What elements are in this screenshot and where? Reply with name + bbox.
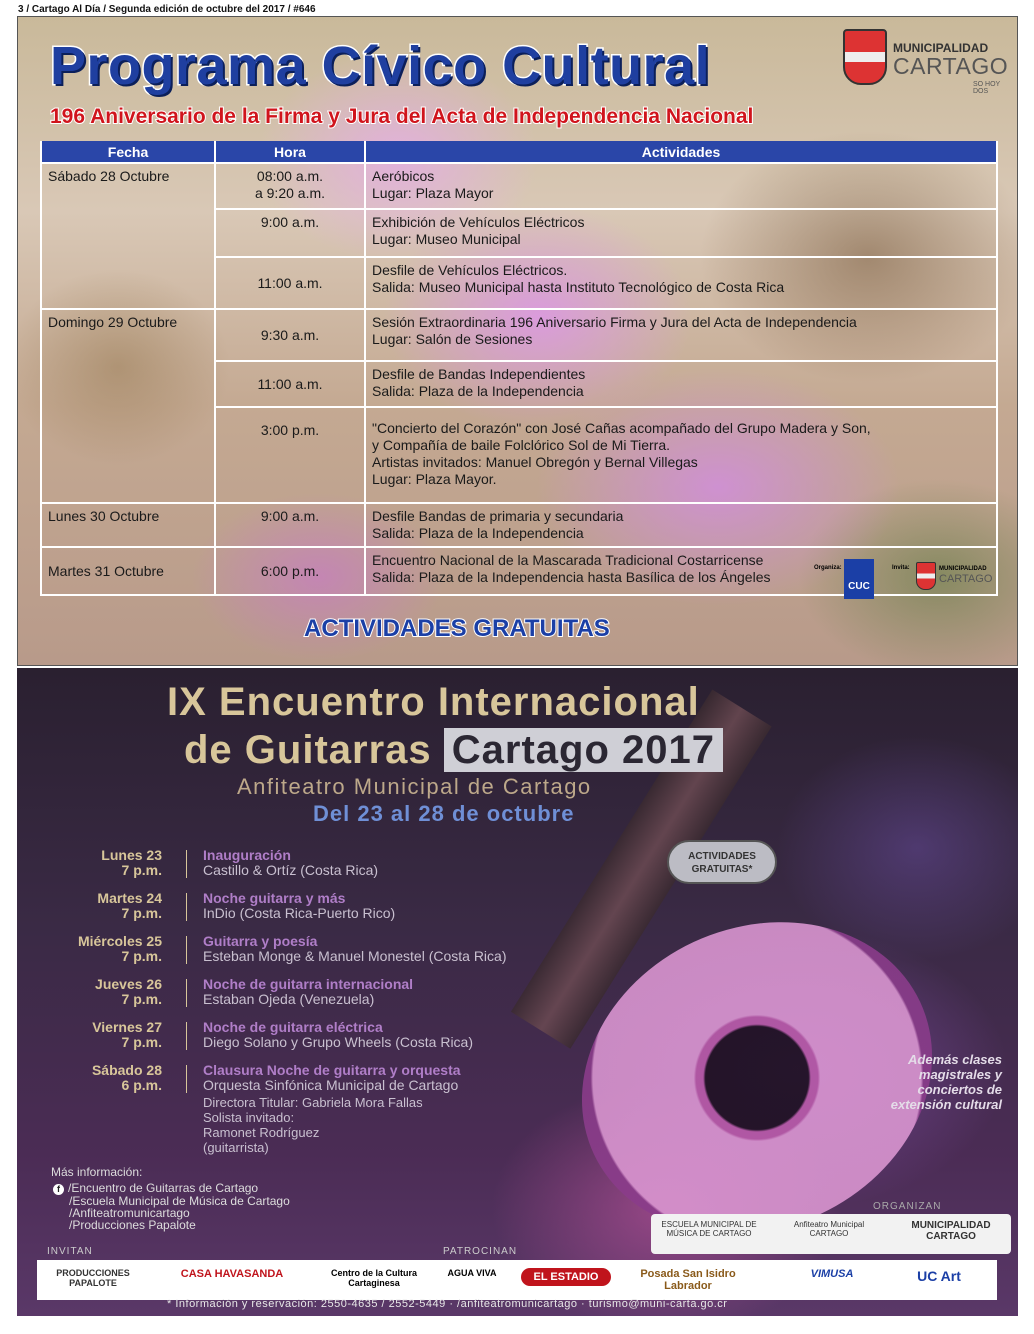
- venue: Anfiteatro Municipal de Cartago: [237, 774, 592, 799]
- invita-label: Invita:: [892, 565, 910, 571]
- hora-cell: 11:00 a.m.: [215, 257, 365, 309]
- guitarras-panel: IX Encuentro Internacional de Guitarras Cartago 2017 Anfiteatro Municipal de Cartago Del 23 al 28 de octubre ACTIVIDADES GRATUITAS* Lunes 23 7 p.m. Inauguración Castillo & Ortíz (Costa Rica) Martes 24 7 p.m. Noche guitarra y más InDio (Costa Rica-Puerto Rico) Miércoles 25 7 p.m. Guitarra y poesía Esteban Monge & Manuel Monestel (Costa Rica) Jueves 26 7 p.m. Noche de guitarra internacional Estaban Ojeda (Venezuela) Viernes 27 7 p.m. Noche de guitarra eléctrica Diego Solano y Grupo Wheels (Costa Rica) Sábado 28 6 p.m. Clausura Noche de guitarra y orquesta Orquesta Sinfónica Municipal de Cartago Directora Titular: Gabriela Mora Fallas Solista invitado: Ramonet Rodríguez (guitarrista) Además clases magistrales y conciertos de extensión cultural Más información: f /Encuentro de Guitarras de Cartago /Escuela Municipal de Música de Cartago /Anfiteatromunicartago /Producciones Papalote ORGANIZAN ESCUELA MUNICIPAL DE MÚSICA DE CARTAGO Anfiteatro Municipal CARTAGO MUNICIPALIDAD CARTAGO INVITAN PATROCINAN PRODUCCIONES PAPALOTE CASA HAVASANDA Centro de la Cultura Cartaginesa AGUA VIVA EL ESTADIO Posada San Isidro Labrador VIMUSA UC Art * Información y reservación: 2550-4635 / 2552-5449 · /anfiteatromunicartago · turismo@muni-carta.go.cr: [17, 668, 1018, 1316]
- organizer-logo: Anfiteatro Municipal CARTAGO: [793, 1220, 865, 1238]
- sponsor-logo: UC Art: [917, 1268, 961, 1284]
- sponsor-logo: PRODUCCIONES PAPALOTE: [56, 1268, 130, 1288]
- shield-icon: [843, 29, 887, 85]
- actividad-cell: Desfile Bandas de primaria y secundaria Salida: Plaza de la Independencia: [365, 503, 997, 547]
- logo-line-1: MUNICIPALIDAD: [939, 566, 987, 572]
- more-info-line[interactable]: /Escuela Municipal de Música de Cartago: [69, 1194, 290, 1208]
- actividad-cell: Aeróbicos Lugar: Plaza Mayor: [365, 163, 997, 209]
- clausura-details: Directora Titular: Gabriela Mora Fallas Solista invitado: Ramonet Rodríguez (guitarrista): [203, 1095, 423, 1155]
- hora-cell: 9:00 a.m.: [215, 209, 365, 257]
- actividad-cell: Sesión Extraordinaria 196 Aniversario Firma y Jura del Acta de Independencia Lugar: Salón de Sesiones: [365, 309, 997, 361]
- contact-info: * Información y reservación: 2550-4635 / 2552-5449 · /anfiteatromunicartago · turismo@muni-carta.go.cr: [167, 1298, 728, 1310]
- hora-cell: 9:00 a.m.: [215, 503, 365, 547]
- actividad-cell: Encuentro Nacional de la Mascarada Tradicional Costarricense Salida: Plaza de la Independencia hasta Basílica de los Ángeles: [365, 547, 997, 595]
- logo-line-2: CARTAGO: [939, 573, 993, 585]
- municipalidad-logo-small: [916, 562, 994, 594]
- actividades-gratuitas: ACTIVIDADES GRATUITAS: [304, 615, 610, 642]
- actividad-cell: "Concierto del Corazón" con José Cañas acompañado del Grupo Madera y Son, y Compañía de baile Folclórico Sol de Mi Tierra. Artistas invitados: Manuel Obregón y Bernal Villegas Lugar: Plaza Mayor.: [365, 407, 997, 503]
- municipalidad-logo: [843, 29, 1013, 99]
- sponsor-logo: Posada San Isidro Labrador: [640, 1268, 736, 1292]
- page-header: 3 / Cartago Al Día / Segunda edición de octubre del 2017 / #646: [18, 4, 316, 15]
- col-hora: Hora: [215, 141, 365, 163]
- logo-line-1: MUNICIPALIDAD: [893, 41, 989, 55]
- date-range: Del 23 al 28 de octubre: [313, 801, 575, 826]
- logo-line-2: CARTAGO: [893, 53, 1009, 79]
- sponsor-logo: Centro de la Cultura Cartaginesa: [330, 1268, 417, 1288]
- side-note: Además clases magistrales y conciertos de extensión cultural: [890, 1052, 1002, 1112]
- organizer-logo: MUNICIPALIDAD CARTAGO: [911, 1220, 991, 1242]
- sponsors-strip: [37, 1260, 997, 1300]
- patrocinan-label: PATROCINAN: [443, 1246, 518, 1257]
- hora-cell: 11:00 a.m.: [215, 361, 365, 407]
- fecha-cell: Domingo 29 Octubre: [41, 309, 215, 503]
- programa-title: Programa Cívico Cultural: [50, 36, 711, 96]
- sponsor-logo: CASA HAVASANDA: [180, 1268, 284, 1280]
- guitarras-title-2: [184, 728, 723, 773]
- hora-cell: 08:00 a.m. a 9:20 a.m.: [215, 163, 365, 209]
- schedule-table: [40, 141, 998, 596]
- organizer-logo: ESCUELA MUNICIPAL DE MÚSICA DE CARTAGO: [661, 1220, 757, 1238]
- table-row: [41, 503, 997, 547]
- organizers-strip: [651, 1214, 1011, 1254]
- cuc-logo: CUC: [844, 559, 874, 599]
- title-part-a: de Guitarras: [184, 728, 432, 772]
- actividad-cell: Desfile de Vehículos Eléctricos. Salida: Museo Municipal hasta Instituto Tecnológico de Costa Rica: [365, 257, 997, 309]
- hora-cell: 3:00 p.m.: [215, 407, 365, 503]
- table-row: [41, 163, 997, 209]
- more-info-title: Más información:: [51, 1165, 143, 1179]
- actividad-cell: Desfile de Bandas Independientes Salida: Plaza de la Independencia: [365, 361, 997, 407]
- more-info-line[interactable]: /Producciones Papalote: [69, 1218, 196, 1232]
- table-row: [41, 309, 997, 361]
- gratuitas-badge: ACTIVIDADES GRATUITAS*: [667, 840, 777, 884]
- title-part-b: Cartago 2017: [444, 728, 723, 772]
- col-fecha: Fecha: [41, 141, 215, 163]
- more-info-line[interactable]: /Encuentro de Guitarras de Cartago: [68, 1181, 259, 1195]
- programa-subtitle: 196 Aniversario de la Firma y Jura del Acta de Independencia Nacional: [50, 105, 754, 128]
- fecha-cell: Martes 31 Octubre: [41, 547, 215, 595]
- organiza-label: Organiza:: [814, 565, 842, 571]
- sponsor-logo: EL ESTADIO: [521, 1268, 611, 1286]
- col-actividades: Actividades: [365, 141, 997, 163]
- sponsor-logo: VIMUSA: [810, 1268, 854, 1280]
- shield-icon: [916, 562, 936, 590]
- fecha-cell: Sábado 28 Octubre: [41, 163, 215, 309]
- invitan-label: INVITAN: [47, 1246, 93, 1257]
- more-info: [51, 1166, 290, 1231]
- sponsor-logo: AGUA VIVA: [447, 1268, 497, 1278]
- more-info-line[interactable]: /Anfiteatromunicartago: [69, 1206, 190, 1220]
- facebook-icon: f: [53, 1184, 64, 1195]
- programa-civico-panel: [17, 16, 1018, 666]
- actividad-cell: Exhibición de Vehículos Eléctricos Lugar: Museo Municipal: [365, 209, 997, 257]
- logo-line-3: SO HOY DOS: [973, 81, 1001, 95]
- organizan-label: ORGANIZAN: [873, 1201, 942, 1212]
- fecha-cell: Lunes 30 Octubre: [41, 503, 215, 547]
- hora-cell: 6:00 p.m.: [215, 547, 365, 595]
- hora-cell: 9:30 a.m.: [215, 309, 365, 361]
- guitarras-title: IX Encuentro Internacional: [167, 680, 700, 724]
